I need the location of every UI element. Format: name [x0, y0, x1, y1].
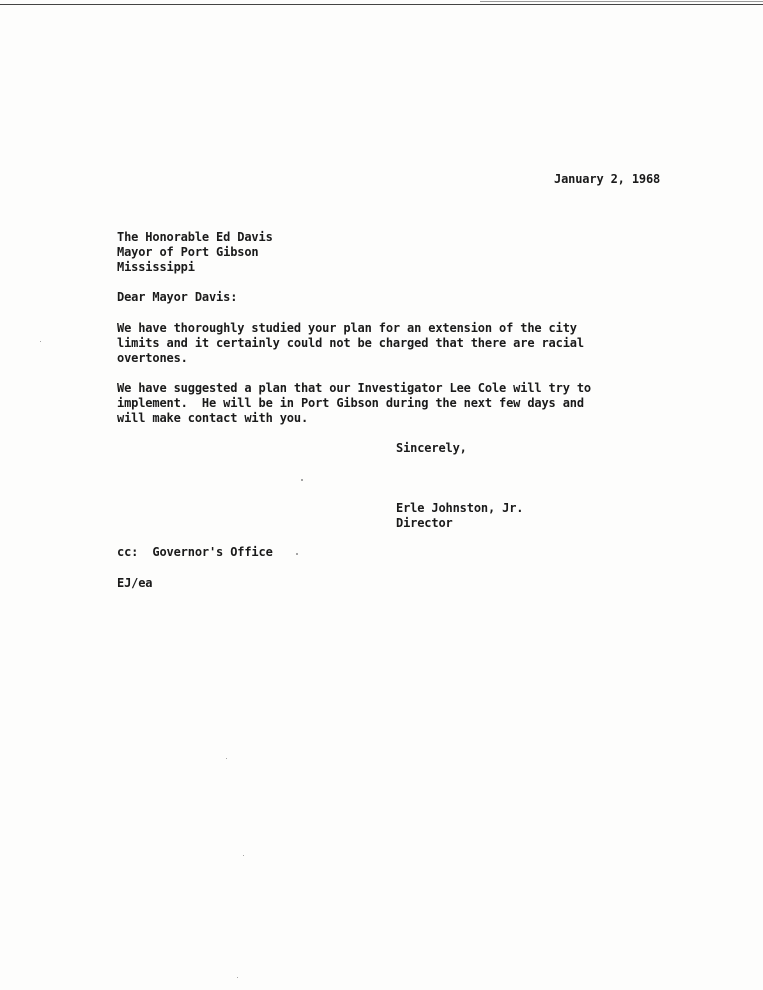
- cc-line: cc: Governor's Office: [117, 545, 273, 559]
- recipient-line-2: Mayor of Port Gibson: [117, 245, 259, 259]
- scan-speck: [40, 341, 41, 342]
- scan-speck: [226, 758, 227, 759]
- typist-initials: EJ/ea: [117, 576, 153, 590]
- top-edge-rule: [0, 4, 763, 5]
- scan-speck: [296, 553, 298, 555]
- paragraph-1-line-3: overtones.: [117, 351, 188, 365]
- letter-date: January 2, 1968: [554, 172, 661, 186]
- paragraph-2-line-3: will make contact with you.: [117, 411, 309, 425]
- salutation: Dear Mayor Davis:: [117, 290, 238, 304]
- paragraph-1-line-2: limits and it certainly could not be charged that there are racial: [117, 336, 584, 350]
- signer-title: Director: [396, 516, 453, 530]
- paragraph-1-line-1: We have thoroughly studied your plan for an extension of the city: [117, 321, 577, 335]
- signer-name: Erle Johnston, Jr.: [396, 501, 524, 515]
- recipient-line-1: The Honorable Ed Davis: [117, 230, 273, 244]
- top-edge-rule-faint: [480, 1, 763, 2]
- scan-speck: [243, 855, 244, 856]
- recipient-line-3: Mississippi: [117, 260, 195, 274]
- scan-speck: [237, 977, 238, 978]
- paragraph-2-line-1: We have suggested a plan that our Investigator Lee Cole will try to: [117, 381, 591, 395]
- scan-speck: [301, 479, 303, 481]
- closing: Sincerely,: [396, 441, 467, 455]
- paragraph-2-line-2: implement. He will be in Port Gibson during the next few days and: [117, 396, 584, 410]
